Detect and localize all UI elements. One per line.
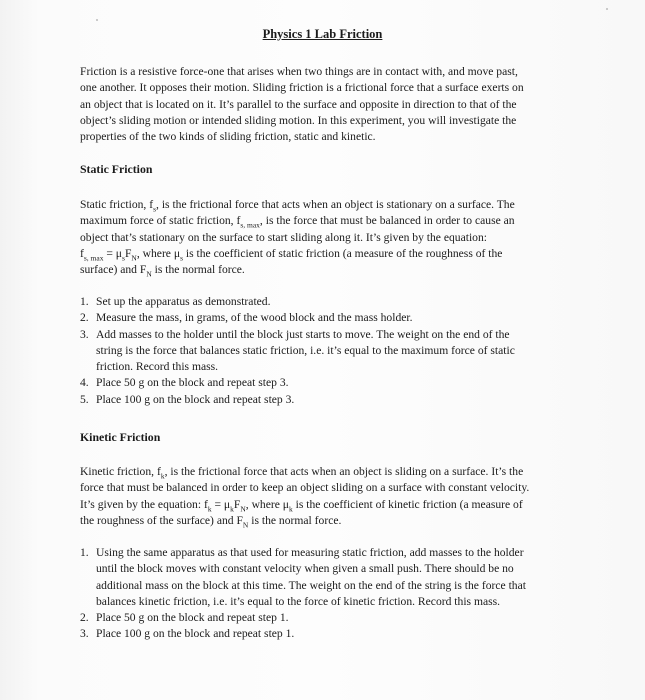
text-line: properties of the two kinds of sliding friction, static and kinetic. bbox=[80, 130, 376, 144]
text-line: the roughness of the surface) and $F_N$ is the normal force. bbox=[80, 513, 342, 530]
static-friction-equation: $f_{s, max} = \mu_sF_N$, where $\mu_s$ is the coefficient of static friction (a measure of the roughness of the bbox=[80, 246, 503, 263]
document-title: Physics 1 Lab Friction bbox=[262, 27, 383, 41]
intro-paragraph bbox=[80, 64, 572, 145]
list-item: 3. Add masses to the holder until the block just starts to move. The weight on the end of the string is the force that balances static friction, i.e. it’s equal to the maximum force of static friction. Record this mass. bbox=[80, 327, 515, 374]
scan-speck bbox=[96, 19, 98, 21]
text-line: object that’s stationary on the surface to start sliding along it. It’s given by the equation: bbox=[80, 230, 487, 244]
kinetic-friction-paragraph bbox=[80, 464, 572, 529]
static-friction-paragraph bbox=[80, 197, 572, 278]
list-item: 1. Using the same apparatus as that used for measuring static friction, add masses to the holder until the block moves with constant velocity when given a small push. There should be no additional mass on the block at this time. The weight on the end of the string is the force that balances kinetic friction, i.e. it’s equal to the force of kinetic friction. Record this mass. bbox=[80, 546, 526, 608]
static-friction-steps bbox=[80, 294, 580, 408]
text-line: an object that is located on it. It’s parallel to the surface and opposite in direction to that of the bbox=[80, 97, 517, 111]
list-item: 4. Place 50 g on the block and repeat step 3. bbox=[80, 376, 289, 390]
scan-speck bbox=[606, 8, 608, 10]
kinetic-friction-steps bbox=[80, 545, 580, 643]
text-line: object’s sliding motion or intended sliding motion. In this experiment, you will investigate the bbox=[80, 113, 517, 127]
list-item: 2. Place 50 g on the block and repeat step 1. bbox=[80, 611, 289, 625]
list-item: 2. Measure the mass, in grams, of the wood block and the mass holder. bbox=[80, 311, 413, 325]
list-item: 5. Place 100 g on the block and repeat step 3. bbox=[80, 392, 295, 406]
kinetic-friction-heading: Kinetic Friction bbox=[80, 430, 161, 444]
list-item: 3. Place 100 g on the block and repeat step 1. bbox=[80, 627, 295, 641]
text-line: force that must be balanced in order to keep an object sliding on a surface with constant velocity. bbox=[80, 481, 530, 495]
static-friction-heading: Static Friction bbox=[80, 162, 153, 176]
text-line: Kinetic friction, $f_k$, is the frictional force that acts when an object is sliding on a surface. It’s the bbox=[80, 465, 524, 481]
text-line: one another. It opposes their motion. Sliding friction is a frictional force that a surface exerts on bbox=[80, 81, 524, 95]
text-line: Friction is a resistive force-one that arises when two things are in contact with, and move past, bbox=[80, 65, 518, 78]
text-line: Static friction, $f_s$, is the frictional force that acts when an object is stationary on a surface. The bbox=[80, 198, 515, 214]
list-item: 1. Set up the apparatus as demonstrated. bbox=[80, 295, 271, 308]
text-line: surface) and $F_N$ is the normal force. bbox=[80, 263, 245, 279]
text-line: maximum force of static friction, $f_{s, max}$, is the force that must be balanced in order to cause an bbox=[80, 214, 515, 230]
kinetic-friction-equation: It’s given by the equation: $f_k = \mu_kF_N$, where $\mu_k$ is the coefficient of kinetic friction (a measure of bbox=[80, 497, 523, 513]
